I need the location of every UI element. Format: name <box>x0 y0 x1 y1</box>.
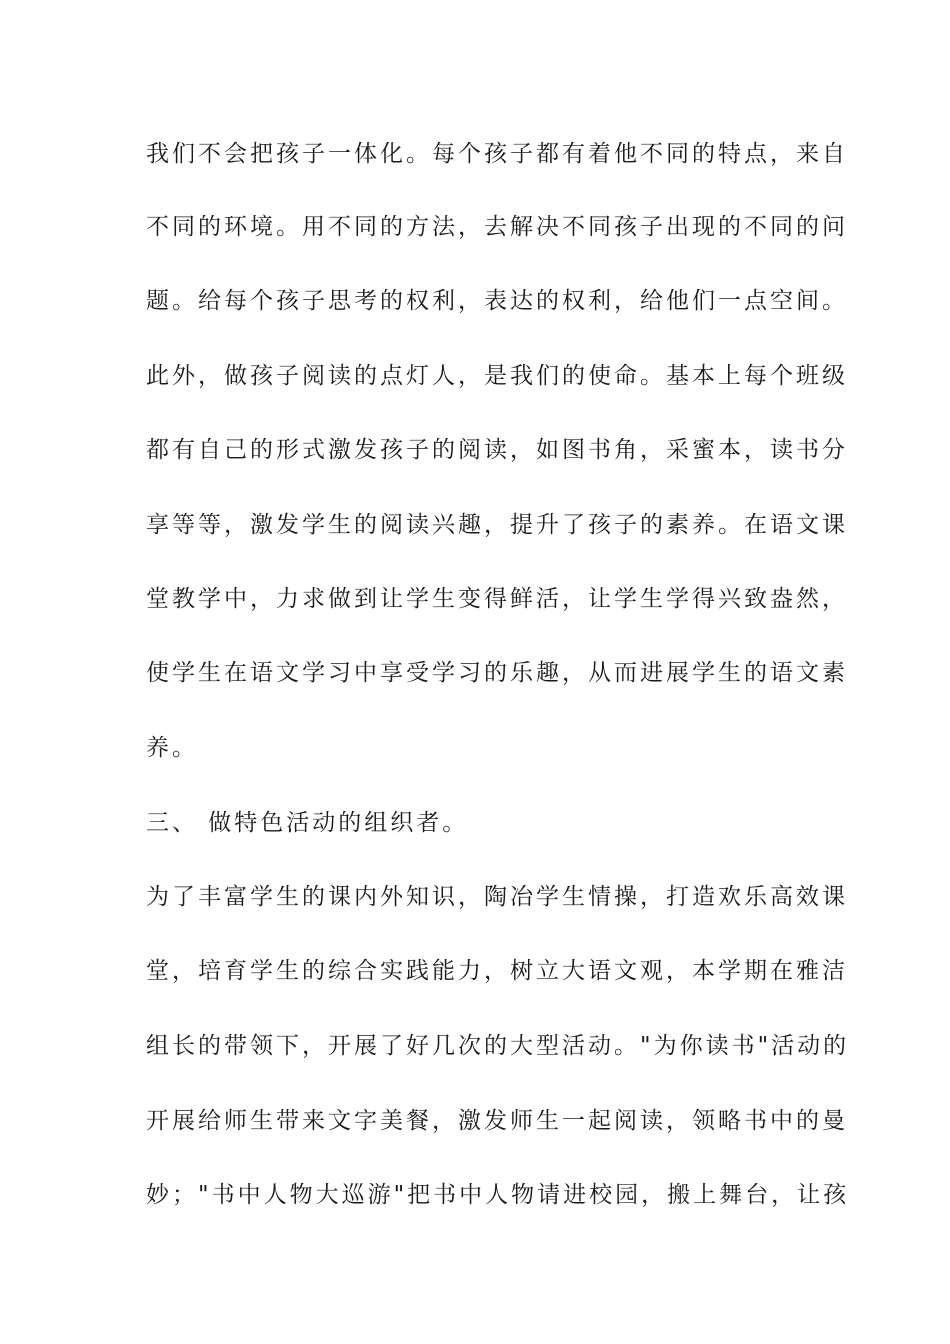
text-line: 不同的环境。用不同的方法，去解决不同孩子出现的不同的问 <box>146 214 848 240</box>
text-line: 组长的带领下，开展了好几次的大型活动。"为你读书"活动的 <box>146 1033 850 1059</box>
text-line: 使学生在语文学习中享受学习的乐趣，从而进展学生的语文素 <box>146 660 848 686</box>
text-line: 都有自己的形式激发孩子的阅读，如图书角，采蜜本，读书分 <box>146 437 848 463</box>
text-line: 我们不会把孩子一体化。每个孩子都有着他不同的特点，来自 <box>146 141 848 167</box>
text-line: 堂，培育学生的综合实践能力，树立大语文观，本学期在雅洁 <box>146 958 848 984</box>
text-line: 开展给师生带来文字美餐，激发师生一起阅读，领略书中的曼 <box>146 1108 848 1134</box>
text-line: 堂教学中，力求做到让学生变得鲜活，让学生学得兴致盎然， <box>146 586 848 612</box>
text-line: 题。给每个孩子思考的权利，表达的权利，给他们一点空间。 <box>146 288 848 314</box>
text-line: 为了丰富学生的课内外知识，陶冶学生情操，打造欢乐高效课 <box>146 884 848 910</box>
text-line: 养。 <box>146 735 198 761</box>
text-line: 此外，做孩子阅读的点灯人，是我们的使命。基本上每个班级 <box>146 363 848 389</box>
section-heading: 三、 做特色活动的组织者。 <box>146 810 469 836</box>
text-line: 妙；"书中人物大巡游"把书中人物请进校园，搬上舞台，让孩 <box>146 1182 850 1208</box>
text-line: 享等等，激发学生的阅读兴趣，提升了孩子的素养。在语文课 <box>146 512 848 538</box>
